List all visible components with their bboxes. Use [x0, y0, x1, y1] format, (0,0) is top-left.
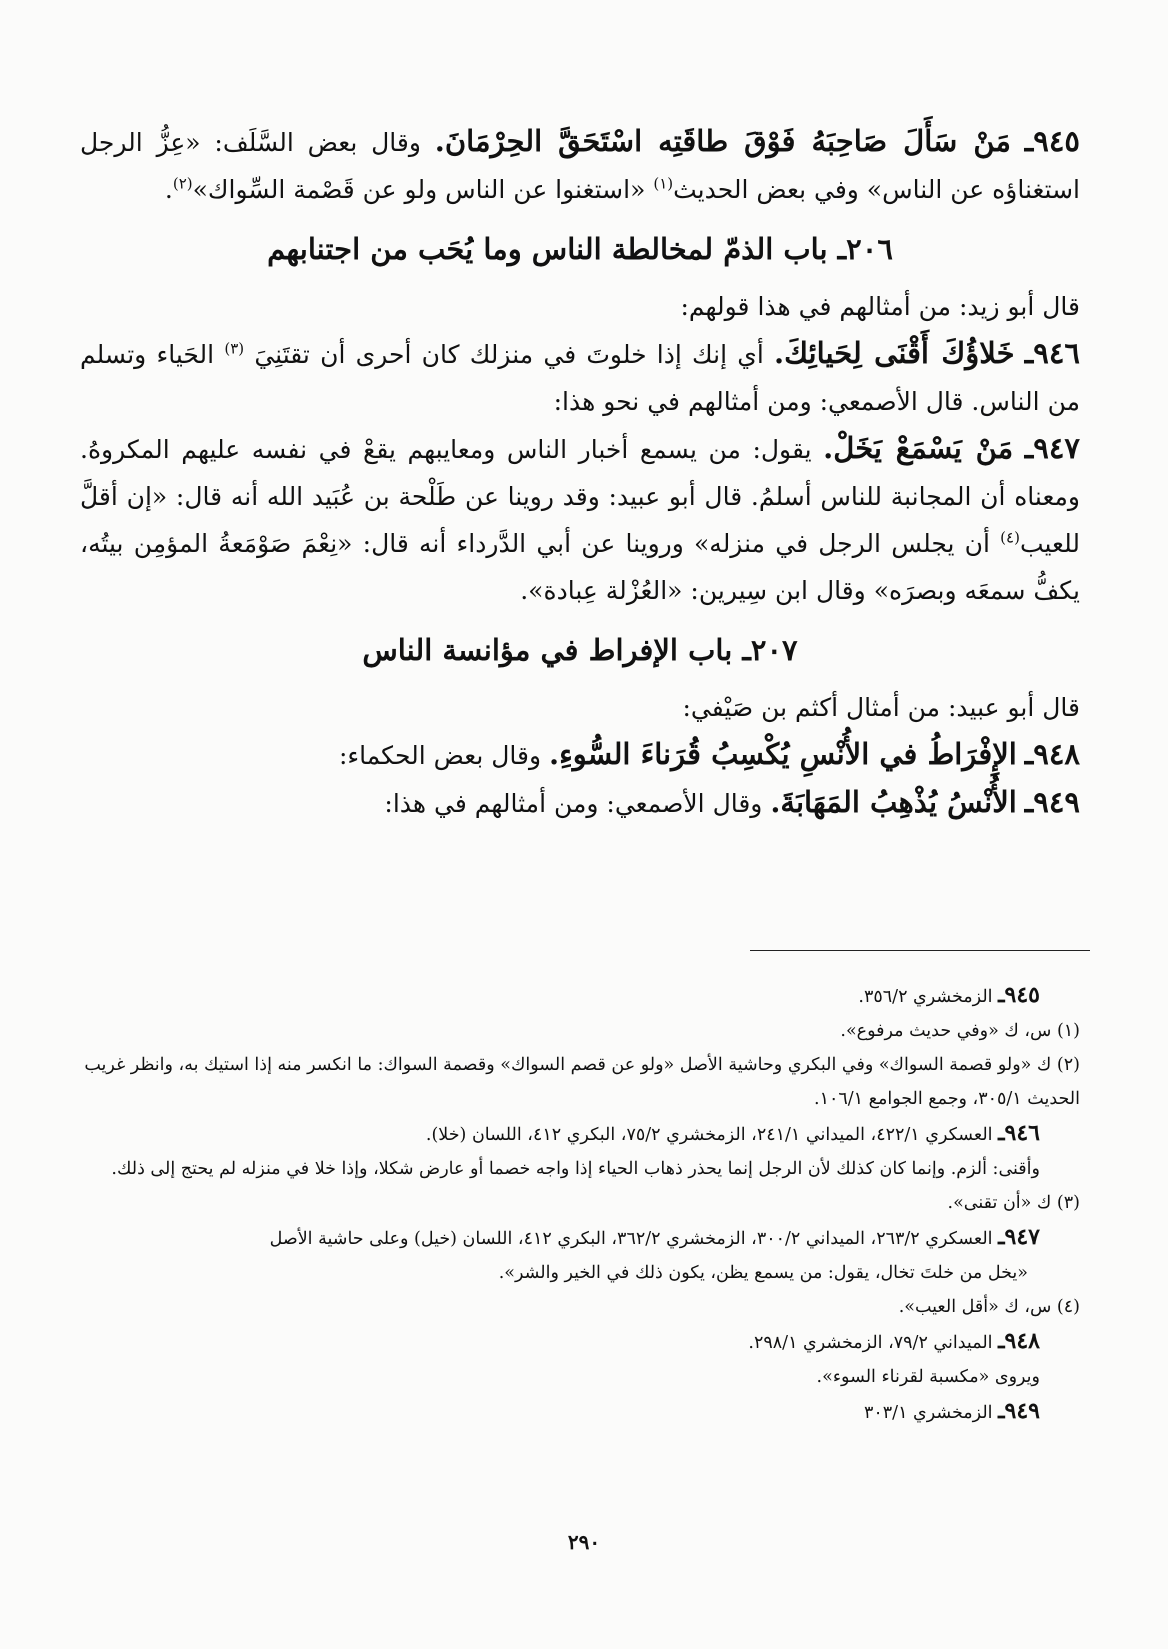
footnote-marker: (٢): [172, 174, 193, 193]
note-ref: ٩٤٧ـ: [998, 1224, 1040, 1250]
entry-number: ٩٤٨ـ: [1024, 737, 1080, 771]
proverb: الأُنْسُ يُذْهِبُ المَهَابَةَ.: [770, 785, 1017, 819]
entry-end: .: [164, 175, 173, 204]
footnote-2: (٢) ك «ولو قصمة السواك» وفي البكري وحاشية الأصل «ولو عن قصم السواك» وقصمة السواك: ما انكسر منه إذا استيك به، وانظر غريب الحديث ٣٠٥/١، وجمع الجوامع ١٠٦/١.: [84, 1055, 1080, 1109]
entry-text: أن يجلس الرجل في منزله» وروينا عن أبي الدَّرداء أنه قال: «نِعْمَ صَوْمَعةُ المؤمِن بيتُه، يكفُّ سمعَه وبصرَه» وقال ابن سِيرين: «العُزْلة عِبادة».: [80, 529, 1080, 605]
chapter-intro: قال أبو زيد: من أمثالهم في هذا قولهم:: [680, 292, 1080, 321]
footnote-divider: [750, 950, 1090, 951]
main-text: [80, 118, 1080, 827]
entry-number: ٩٤٩ـ: [1024, 785, 1080, 819]
entry-text: وقال الأصمعي: ومن أمثالهم في هذا:: [384, 789, 763, 818]
footnote-1: (١) س، ك «وفي حديث مرفوع».: [840, 1021, 1080, 1041]
entry-number: ٩٤٧ـ: [1024, 431, 1081, 465]
footnote-4: (٤) س، ك «أقل العيب».: [898, 1297, 1080, 1317]
note-948-variant: ويروى «مكسبة لقرناء السوء».: [816, 1367, 1040, 1387]
note-text: الزمخشري ٣٠٣/١: [863, 1403, 999, 1423]
entry-text: «استغنوا عن الناس ولو عن قَصْمة السِّواك»: [192, 175, 646, 204]
source-note-946: [80, 1116, 1080, 1152]
page-number: ٢٩٠: [567, 1530, 601, 1554]
note-ref: ٩٤٥ـ: [998, 982, 1040, 1008]
entry-text: وقال بعض الحكماء:: [338, 741, 542, 770]
footnote-marker: (١): [653, 174, 674, 193]
proverb: مَنْ يَسْمَعْ يَخَلْ.: [823, 431, 1014, 465]
footnote-marker: (٤): [1000, 528, 1020, 547]
proverb: خَلاؤُكَ أَقْنَى لِحَيائِكَ.: [774, 336, 1015, 370]
proverb: مَنْ سَأَلَ صَاحِبَهُ فَوْقَ طاقَتِه اسْتَحَقَّ الحِرْمَانَ.: [434, 124, 1011, 158]
entry-945: [80, 118, 1080, 213]
chapter-heading: ٢٠٧ـ باب الإفراط في مؤانسة الناس: [362, 633, 798, 667]
source-note-947: [80, 1220, 1080, 1256]
footnote-marker: (٣): [224, 339, 245, 358]
note-ref: ٩٤٨ـ: [998, 1328, 1040, 1354]
footnote-3: (٣) ك «أن تقنى».: [947, 1193, 1080, 1213]
entry-949: [80, 779, 1080, 827]
note-947-gloss: «يخل من خلتَ تخال، يقول: من يسمع يظن، يكون ذلك في الخير والشر».: [498, 1263, 1028, 1283]
note-946-gloss: وأقنى: ألزم. وإنما كان كذلك لأن الرجل إنما يحذر ذهاب الحياء إذا واجه خصما أو عارض شكلا، وإذا خلا في منزله لم يحتج إلى ذلك.: [111, 1159, 1040, 1179]
chapter-intro: قال أبو عبيد: من أمثال أكثم بن صَيْفي:: [682, 693, 1080, 722]
note-text: الميداني ٧٩/٢، الزمخشري ٢٩٨/١.: [748, 1333, 999, 1353]
note-ref: ٩٤٦ـ: [998, 1120, 1040, 1146]
entry-text: يقول: من يسمع أخبار الناس ومعايبهم يقعْ في نفسه عليهم المكروهُ. ومعناه أن المجانبة للناس أسلمُ. قال أبو عبيد: وقد روينا عن طَلْحة بن عُبَيد الله أنه قال: «إن أقلَّ للعيب: [80, 435, 1080, 558]
entry-text: أي إنك إذا خلوتَ في منزلك كان أحرى أن تقتَنِيَ: [254, 340, 764, 369]
entry-number: ٩٤٦ـ: [1024, 336, 1080, 370]
note-text: العسكري ٤٢٢/١، الميداني ٢٤١/١، الزمخشري ٧٥/٢، البكري ٤١٢، اللسان (خلا).: [425, 1125, 999, 1145]
proverb: الإِفْرَاطُ في الأُنْسِ يُكْسِبُ قُرَناءَ السُّوءِ.: [549, 737, 1017, 771]
note-text: العسكري ٢٦٣/٢، الميداني ٣٠٠/٢، الزمخشري ٣٦٢/٢، البكري ٤١٢، اللسان (خيل) وعلى حاشية الأصل: [269, 1229, 999, 1249]
note-text: الزمخشري ٣٥٦/٢.: [858, 987, 999, 1007]
entry-948: [80, 731, 1080, 779]
entry-947: [80, 425, 1080, 614]
source-note-949: [80, 1394, 1080, 1430]
entry-number: ٩٤٥ـ: [1024, 124, 1080, 158]
source-note-948: [80, 1324, 1080, 1360]
note-ref: ٩٤٩ـ: [998, 1398, 1040, 1424]
entry-text: الحَياء وتسلم من الناس. قال الأصمعي: ومن أمثالهم في نحو هذا:: [80, 340, 1080, 416]
entry-946: [80, 330, 1080, 425]
chapter-heading: ٢٠٦ـ باب الذمّ لمخالطة الناس وما يُحَب من اجتنابهم: [267, 232, 893, 266]
footnotes: [80, 978, 1080, 1430]
source-note-945: [80, 978, 1080, 1014]
entry-text: وقال بعض السَّلَف: «عِزُّ الرجل استغناؤه عن الناس» وفي بعض الحديث: [80, 128, 1080, 204]
